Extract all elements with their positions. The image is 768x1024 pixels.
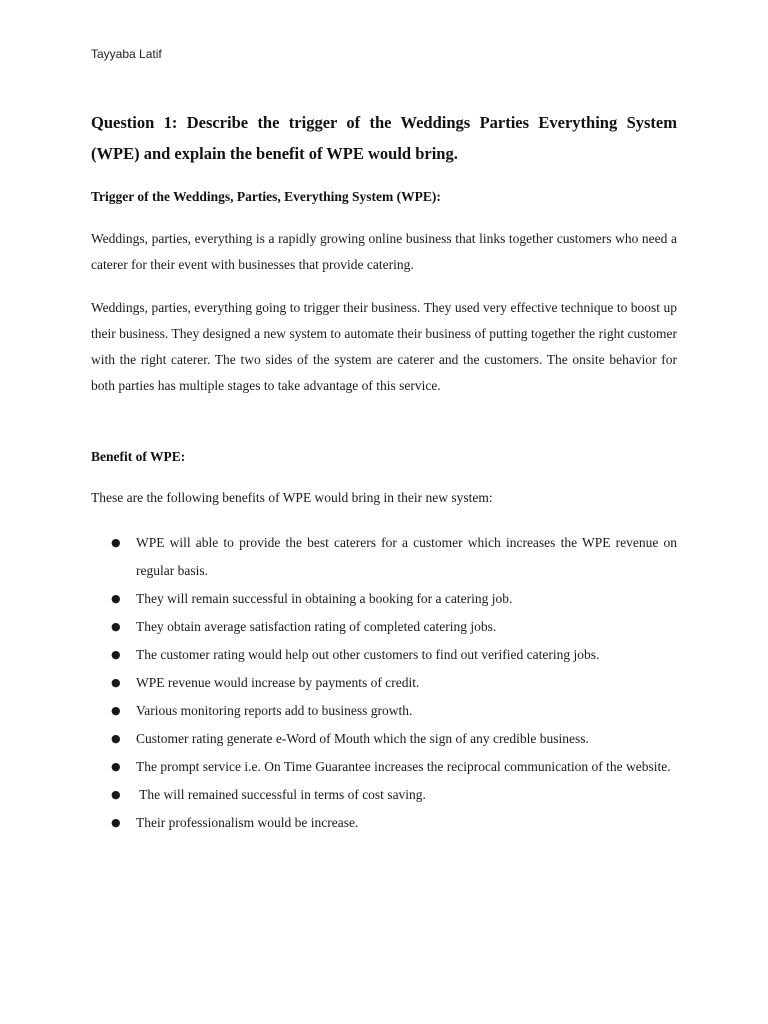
author-name: Tayyaba Latif bbox=[91, 47, 162, 61]
list-item-text: WPE will able to provide the best caterers for a customer which increases the WPE revenue on regular basis. bbox=[136, 535, 677, 578]
list-item-text: WPE revenue would increase by payments of credit. bbox=[136, 675, 420, 690]
bullet-icon: ● bbox=[111, 676, 121, 689]
list-item bbox=[91, 613, 677, 641]
bullet-icon: ● bbox=[111, 760, 121, 773]
list-item bbox=[91, 781, 677, 809]
list-item-text: The customer rating would help out other customers to find out verified catering jobs. bbox=[136, 647, 600, 662]
question-title: Question 1: Describe the trigger of the Weddings Parties Everything System (WPE) and explain the benefit of WPE would bring. bbox=[91, 113, 677, 163]
list-item bbox=[91, 585, 677, 613]
list-item bbox=[91, 697, 677, 725]
benefit-intro: These are the following benefits of WPE would bring in their new system: bbox=[91, 490, 493, 505]
trigger-heading: Trigger of the Weddings, Parties, Everything System (WPE): bbox=[91, 189, 441, 204]
bullet-icon: ● bbox=[111, 592, 121, 605]
bullet-icon: ● bbox=[111, 620, 121, 633]
list-item bbox=[91, 753, 677, 781]
trigger-paragraph-1: Weddings, parties, everything is a rapidly growing online business that links together customers who need a caterer for their event with businesses that provide catering. bbox=[91, 231, 677, 272]
list-item-text: Customer rating generate e-Word of Mouth which the sign of any credible business. bbox=[136, 731, 589, 746]
list-item bbox=[91, 641, 677, 669]
list-item-text: They will remain successful in obtaining a booking for a catering job. bbox=[136, 591, 513, 606]
bullet-icon: ● bbox=[111, 704, 121, 717]
list-item-text: They obtain average satisfaction rating of completed catering jobs. bbox=[136, 619, 497, 634]
list-item-text: The prompt service i.e. On Time Guarantee increases the reciprocal communication of the website. bbox=[136, 759, 671, 774]
benefit-list bbox=[91, 529, 677, 837]
trigger-paragraph-2: Weddings, parties, everything going to trigger their business. They used very effective technique to boost up their business. They designed a new system to automate their business of putting together the right customer with the right caterer. The two sides of the system are caterer and the customers. The onsite behavior for both parties has multiple stages to take advantage of this service. bbox=[91, 300, 677, 393]
bullet-icon: ● bbox=[111, 816, 121, 829]
list-item-text: Various monitoring reports add to business growth. bbox=[136, 703, 413, 718]
bullet-icon: ● bbox=[111, 648, 121, 661]
bullet-icon: ● bbox=[111, 732, 121, 745]
benefit-heading: Benefit of WPE: bbox=[91, 449, 186, 464]
list-item bbox=[91, 809, 677, 837]
bullet-icon: ● bbox=[111, 536, 121, 549]
list-item bbox=[91, 529, 677, 585]
list-item-text: The will remained successful in terms of cost saving. bbox=[136, 787, 426, 802]
list-item bbox=[91, 725, 677, 753]
bullet-icon: ● bbox=[111, 788, 121, 801]
list-item bbox=[91, 669, 677, 697]
list-item-text: Their professionalism would be increase. bbox=[136, 815, 359, 830]
